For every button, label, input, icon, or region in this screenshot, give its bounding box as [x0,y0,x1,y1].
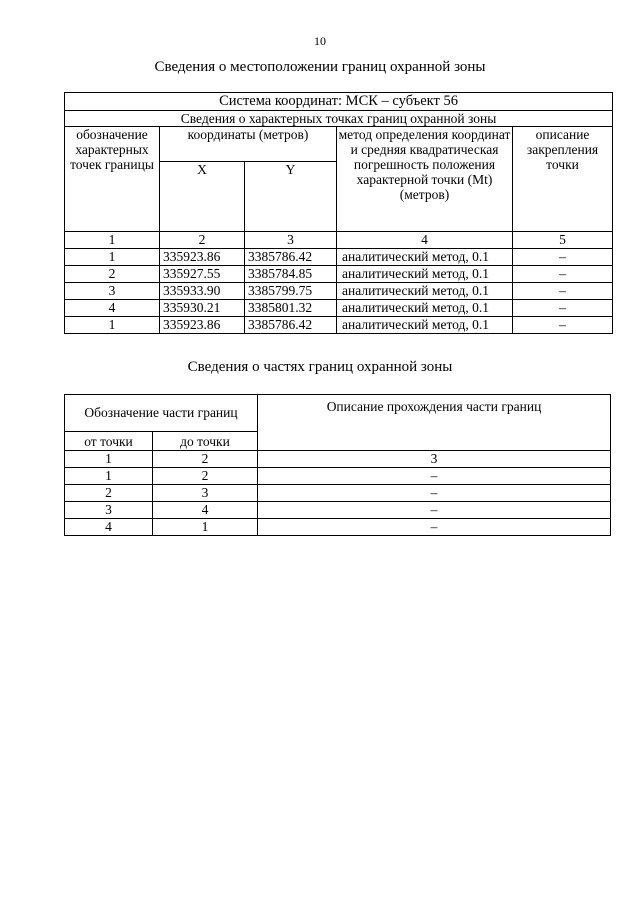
table-row [65,502,611,519]
points-subheader: Сведения о характерных точках границ охранной зоны [65,111,613,127]
method-value: аналитический метод, 0.1 [337,266,513,283]
point-number: 1 [65,249,160,266]
y-coordinate: 3385784.85 [245,266,337,283]
point-number: 1 [65,317,160,334]
method-value: аналитический метод, 0.1 [337,317,513,334]
column-number: 2 [160,232,245,249]
to-point-value: 3 [153,485,258,502]
description-value: – [513,249,613,266]
table-row [65,451,611,468]
coordinate-system-header: Система координат: МСК – субъект 56 [65,93,613,111]
table-row [65,249,613,266]
y-coordinate: 3385786.42 [245,249,337,266]
part-description-value: – [258,485,611,502]
table-row [65,317,613,334]
header-to-point: до точки [153,432,258,451]
header-coordinates: координаты (метров) [160,127,337,162]
from-point-value: 2 [65,485,153,502]
y-coordinate: 3385801.32 [245,300,337,317]
x-coordinate: 335930.21 [160,300,245,317]
column-number: 1 [65,232,160,249]
description-value: – [513,317,613,334]
from-point-value: 4 [65,519,153,536]
page-number: 10 [314,34,326,48]
header-method: метод определения координат и средняя квадратическая погрешность положения характерной точки (Mt) (метров) [337,127,513,232]
header-description: описание закрепления точки [513,127,613,232]
method-value: аналитический метод, 0.1 [337,249,513,266]
header-y: Y [245,162,337,232]
part-description-value: – [258,468,611,485]
section-title-parts: Сведения о частях границ охранной зоны [187,359,453,375]
point-number: 4 [65,300,160,317]
x-coordinate: 335923.86 [160,317,245,334]
part-description-value: – [258,519,611,536]
description-value: – [513,283,613,300]
description-value: – [513,266,613,283]
point-number: 2 [65,266,160,283]
column-number: 5 [513,232,613,249]
method-value: аналитический метод, 0.1 [337,300,513,317]
to-point-value: 2 [153,451,258,468]
table-row [65,519,611,536]
boundary-parts-table [64,394,611,536]
column-number: 4 [337,232,513,249]
boundary-points-table [64,92,613,334]
y-coordinate: 3385799.75 [245,283,337,300]
method-value: аналитический метод, 0.1 [337,283,513,300]
table-row [65,485,611,502]
from-point-value: 1 [65,468,153,485]
part-description-value: 3 [258,451,611,468]
point-number: 3 [65,283,160,300]
part-description-value: – [258,502,611,519]
table-row [65,468,611,485]
to-point-value: 1 [153,519,258,536]
x-coordinate: 335927.55 [160,266,245,283]
header-x: X [160,162,245,232]
table-row [65,300,613,317]
table-row [65,266,613,283]
section-title-location: Сведения о местоположении границ охранной зоны [154,59,486,75]
from-point-value: 3 [65,502,153,519]
from-point-value: 1 [65,451,153,468]
x-coordinate: 335923.86 [160,249,245,266]
x-coordinate: 335933.90 [160,283,245,300]
header-from-point: от точки [65,432,153,451]
table-row [65,283,613,300]
header-part-designation: Обозначение части границ [65,395,258,432]
header-point-designation: обозначение характерных точек границы [65,127,160,232]
column-number: 3 [245,232,337,249]
header-part-description: Описание прохождения части границ [258,395,611,451]
y-coordinate: 3385786.42 [245,317,337,334]
description-value: – [513,300,613,317]
to-point-value: 4 [153,502,258,519]
to-point-value: 2 [153,468,258,485]
